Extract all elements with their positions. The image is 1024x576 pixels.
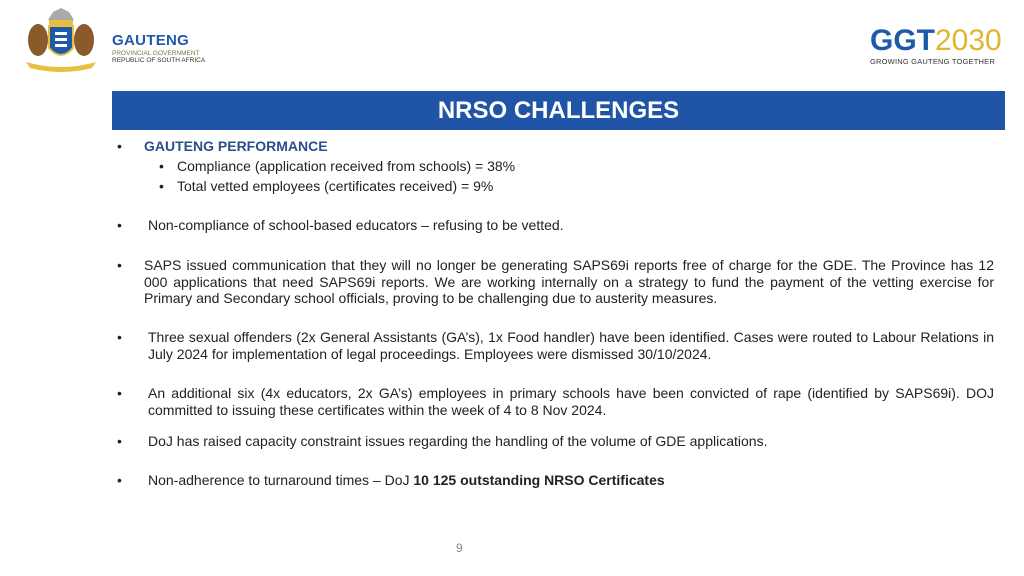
gauteng-sub1: PROVINCIAL GOVERNMENT [112, 50, 200, 57]
vetted-stat: Total vetted employees (certificates received) = 9% [177, 178, 494, 194]
bullet: • [117, 257, 122, 273]
slide-title: NRSO CHALLENGES [112, 91, 1005, 130]
bullet: • [117, 329, 122, 345]
ggt2030-logo [870, 26, 1002, 66]
bullet: • [117, 217, 122, 233]
performance-heading: GAUTENG PERFORMANCE [144, 138, 328, 154]
page-number: 9 [456, 541, 463, 555]
ggt-text: GGT [870, 24, 935, 57]
turnaround-text: Non-adherence to turnaround times – DoJ [148, 472, 414, 488]
bullet: • [117, 433, 122, 449]
bullet: • [117, 472, 122, 488]
gauteng-name: GAUTENG [112, 32, 190, 49]
bullet-noncompliance: Non-compliance of school-based educators – refusing to be vetted. [148, 217, 564, 233]
gauteng-logo-text [112, 32, 205, 64]
compliance-stat: Compliance (application received from schools) = 38% [177, 158, 516, 174]
outstanding-certificates: 10 125 outstanding NRSO Certificates [413, 472, 665, 488]
bullet-capacity: DoJ has raised capacity constraint issues regarding the handling of the volume of GDE applications. [148, 433, 768, 449]
gauteng-sub2: REPUBLIC OF SOUTH AFRICA [112, 57, 206, 64]
coat-of-arms-logo [18, 8, 104, 74]
ggt-tagline: GROWING GAUTENG TOGETHER [870, 57, 995, 66]
bullet-additional-six: An additional six (4x educators, 2x GA’s) employees in primary schools have been convicted of rape (identified by SAPS69i). DOJ committed to issuing these certificates within the week of 4 to 8 Nov 2024. [148, 385, 994, 418]
bullet: • [117, 385, 122, 401]
bullet-turnaround [148, 472, 994, 489]
sub-bullet: • [159, 178, 164, 194]
bullet: • [117, 138, 122, 154]
year-text: 2030 [935, 24, 1002, 57]
sub-bullet: • [159, 158, 164, 174]
bullet-saps: SAPS issued communication that they will no longer be generating SAPS69i reports free of charge for the GDE. The Province has 12 000 applications that need SAPS69i reports. We are working internally on a strategy to fund the payment of the vetting exercise for Primary and Secondary school officials, proving to be challenging due to austerity measures. [144, 257, 994, 306]
bullet-offenders: Three sexual offenders (2x General Assistants (GA’s), 1x Food handler) have been identified. Cases were routed to Labour Relations in July 2024 for implementation of legal proceedings. Employees were dismissed 30/10/2024. [148, 329, 994, 362]
